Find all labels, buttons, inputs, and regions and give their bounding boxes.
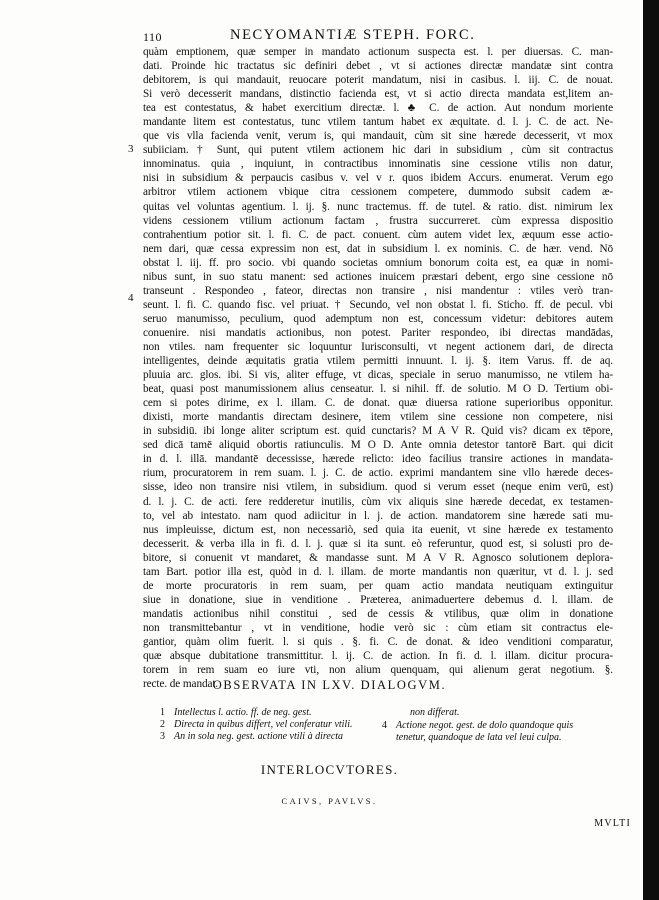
text-line: bitore, si conuenit vt mandaret, & mandasse sunt. M A V R. Agnosco solutionem deplora-	[143, 551, 613, 564]
text-line: de morte procuratoris in rem suam, per quam actio mandata neutiquam extinguitur	[143, 579, 613, 592]
text-line: subiiciam. † Sunt, qui putent vtilem actionem hic dari in subsidium , cùm sit contractus	[143, 144, 613, 157]
text-line: cem si potes dirime, ex l. illam. C. de donat. quæ diuersa ratione superioribus opponitur.	[143, 397, 613, 410]
text-line: innominatus. quia , inquiunt, in contractibus innominatis sine cessione vtilis non datur,	[143, 158, 613, 171]
text-line: dati. Proinde hic tractatus sic definiri debet , vt si actiones directæ mandatæ sint contra	[143, 60, 613, 73]
text-line: arbitror vtilem actionem vbique citra cessionem competere, dummodo subsit cadem æ-	[143, 186, 613, 199]
text-line: non transmittebantur , vt in venditione, hodie verò sic : cùm etiam sit contractus ele-	[143, 621, 613, 634]
text-line: tam Bart. potior illa est, quòd in d. l. illam. de morte mandantis non quæritur, vt d. l. j. sed	[143, 565, 613, 578]
text-line: recte. de mandat.	[143, 678, 219, 691]
observation-number: 4	[382, 720, 387, 731]
text-line: pluuia arc. glos. ibi. Si vis, aliter effuge, vt dicas, speciale in seruo manumisso, ne vtilem ha-	[143, 369, 613, 382]
observation-number: 2	[160, 719, 165, 730]
observation-continuation: non differat.	[410, 707, 460, 718]
text-line: torem in rem suam eo iure vti, non alium quenquam, qui alienum gerat negotium. §.	[143, 664, 613, 677]
observation-number: 1	[160, 707, 165, 718]
text-line: in d. l. illā. mandantē decessisse, hærede relicto: ideo facilius transire actiones in mandata-	[143, 453, 613, 466]
text-line: sed dicā tamē aliquid obortis ratiunculis. M O D. Ante omnia detestor tantorē Bart. qui dicit	[143, 439, 613, 452]
text-line: to, vel ab intestato. nam quod adiicitur in l. j. de action. mandatorem sine hærede sati mu-	[143, 509, 613, 522]
text-line: nibus sunt, in suo statu manent: sed actiones inuicem præstari debent, ergo sine cessione nō	[143, 270, 613, 283]
text-line: in subsidiū. ibi longe aliter scriptum est. quid cunctaris? M A V R. Quid vis? dicam ex tēpore,	[143, 425, 613, 438]
catchword: MVLTI	[594, 818, 631, 829]
margin-number-3: 3	[128, 143, 134, 155]
text-line: videns cessionem vtilium actionum factam , frustra succurreret. cùm expressa dispositio	[143, 214, 613, 227]
text-line: nem dari, quæ cessa expressim non est, dat in subsidium l. ex nominis. C. de hær. vend. Nō	[143, 242, 613, 255]
text-line: Si verò decesserit mandans, distinctio facienda est, vt si actio directa mandata est,litem an-	[143, 88, 613, 101]
text-line: mandante litem est contestatus, tunc vtilem tantum habet ex æquitate. d. l. j. C. de act. Ne-	[143, 116, 613, 129]
observation-item	[160, 731, 343, 742]
text-line: nus impleuisse, dictum est, non necessariò, sed quia ita euenit, vt sine hærede ex testamento	[143, 523, 613, 536]
text-line: quæ absque dubitatione transmittitur. l. ij. C. de action. In fi. d. l. illam. dicitur procura-	[143, 650, 613, 663]
text-line: nisi in subsidium & perpaucis casibus v. vel v r. quos ibidem Accurs. enumerat. Verum ego	[143, 172, 613, 185]
observation-text: Intellectus l. actio. ff. de neg. gest.	[174, 707, 312, 718]
observation-text: Actione negot. gest. de dolo quandoque quis	[396, 720, 574, 731]
running-head: NECYOMANTIÆ STEPH. FORC.	[230, 27, 476, 43]
text-line: intelligentes, deinde æquitatis gratia vtilem permitti innuunt. l. ij. §. item Varus. ff. de aq.	[143, 355, 613, 368]
text-line: contrahentium potior sit. l. fi. C. de pact. conuent. cùm autem videt lex, æquum esse actio-	[143, 228, 613, 241]
text-line: d. l. j. C. de acti. fere redderetur inutilis, cùm vix aliquis sine hærede decedat, ex testamen-	[143, 495, 613, 508]
margin-number-4: 4	[128, 292, 134, 304]
text-line: obstat l. iij. ff. pro socio. vbi quando societas omnium bonorum coita est, ea quæ in nomi-	[143, 256, 613, 269]
observation-continuation: tenetur, quandoque de lata vel leui culpa.	[396, 732, 562, 743]
speakers-line: CAIVS, PAVLVS.	[281, 796, 378, 806]
text-line: transeunt . Respondeo , fateor, directas non transire , nisi mandentur : vtiles verò tran-	[143, 284, 613, 297]
text-line: que vis vlla facienda venit, verum is, qui mandauit, cùm sit sine hærede decesserit, vt mox	[143, 130, 613, 143]
text-line: quàm emptionem, quæ semper in mandato actionum suspecta est. l. per diuersas. C. man-	[143, 46, 613, 58]
text-line: seunt. l. fi. C. quando fisc. vel priuat. † Secundo, vel non obstat l. fi. Sticho. ff. de pecul. vbi	[143, 298, 613, 311]
text-line: non vtiles. nam frequenter sic loquuntur Iurisconsulti, vt negent actionem dari, de directa	[143, 340, 613, 353]
observation-number: 3	[160, 731, 165, 742]
text-line: decesserit. & verba illa in fi. d. l. j. quæ si ita sunt. eò referuntur, quod est, si solusti pro de-	[143, 537, 613, 550]
observation-item	[160, 707, 311, 718]
text-line: debitorem, is qui mandauit, reuocare poterit mandatum, nisi in casibus. l. iij. C. de nouat.	[143, 74, 613, 87]
main-text-block	[143, 45, 613, 691]
book-gutter-shadow	[643, 0, 659, 900]
observation-text: Directa in quibus differt, vel conferatur vtili.	[174, 719, 353, 730]
text-line: siue in donatione, siue in venditione . Præterea, animaduertere debemus d. l. illam. de	[143, 593, 613, 606]
text-line: quitas vel voluntas agentium. l. ij. §. nunc tractemus. ff. de tutel. & ratio. dist. nimirum lex	[143, 200, 613, 213]
text-line: gantior, quàm olim fuerit. l. si quis . §. fi. C. de donat. & ideo venditioni comparatur,	[143, 635, 613, 648]
text-line: seruo manumisso, peculium, quod ademptum non est, concessum videtur: debitores autem	[143, 312, 613, 325]
interlocutors-heading: INTERLOCVTORES.	[260, 762, 399, 777]
observation-item	[382, 720, 573, 731]
text-line: sisse, ideo non transire nisi vtilem, in subsidium. quod si verum esset (neque enim verū, est)	[143, 481, 613, 494]
text-line: conuenire. nisi mandatis actionibus, non potest. Pariter respondeo, ibi directas mandādas,	[143, 326, 613, 339]
text-line: mandatis actionibus nihil constitui , sed de cessis & vtilibus, quæ olim in donatione	[143, 607, 613, 620]
observation-text: An in sola neg. gest. actione vtili à directa	[174, 731, 344, 742]
observation-item	[160, 719, 353, 730]
text-line: dixisti, morte mandantis directam desinere, item vtilem sine cessione non competere, nisi	[143, 411, 613, 424]
section-title: OBSERVATA IN LXV. DIALOGVM.	[212, 678, 447, 692]
text-line: beat, quasi post manumissionem alius censeatur. l. si nihil. ff. de solutio. M O D. Tertium obi-	[143, 383, 613, 396]
text-line: tea est contestatus, & habet exercitium directæ. l. ♣ C. de action. Aut nondum moriente	[143, 102, 613, 115]
page-number: 110	[143, 30, 163, 44]
text-line: rium, procuratorem in rem suam. l. j. C. de actio. exprimi mandantem sine vllo hærede deces-	[143, 467, 613, 480]
